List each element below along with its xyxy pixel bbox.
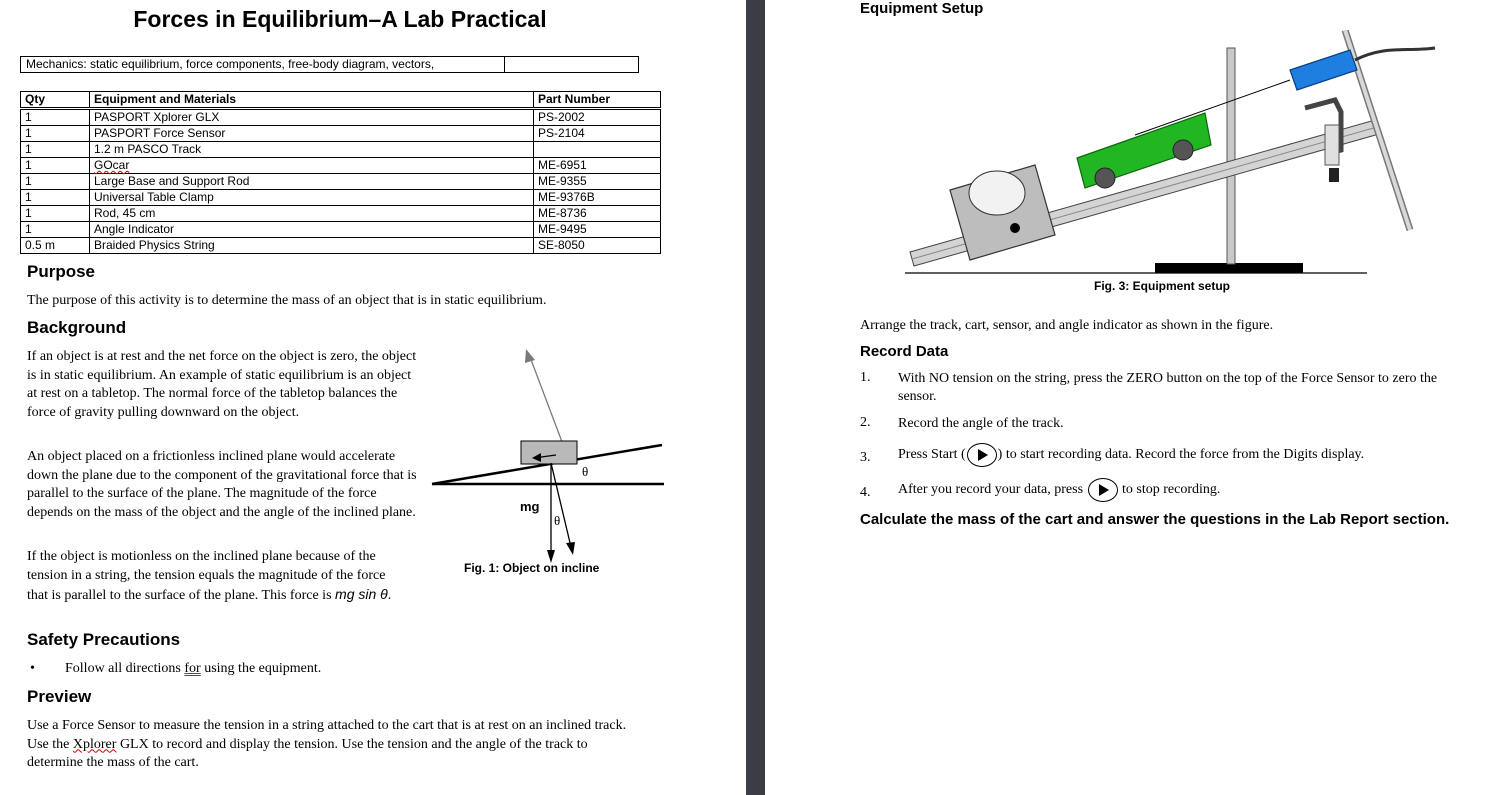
cell-part-number: ME-9355: [534, 174, 661, 190]
cell-part-number: PS-2002: [534, 109, 661, 126]
grammar-flagged-word: for: [184, 661, 201, 676]
cell-part-number: ME-9376B: [534, 190, 661, 206]
sensor-cable: [1355, 48, 1435, 60]
step-4-text: [898, 478, 1478, 502]
theta-label-upper: θ: [582, 464, 589, 479]
perpendicular-line: [551, 463, 571, 547]
preview-heading: Preview: [27, 687, 92, 706]
header-part-number: Part Number: [534, 92, 661, 109]
bullet-icon: •: [30, 661, 35, 676]
cell-equipment: Rod, 45 cm: [90, 206, 534, 222]
perpendicular-arrowhead: [566, 542, 575, 555]
step-3-text-end: ) to start recording data. Record the force from the Digits display.: [997, 447, 1365, 463]
cell-part-number: SE-8050: [534, 238, 661, 254]
cell-qty: 1: [21, 190, 90, 206]
calculate-instruction: Calculate the mass of the cart and answer the questions in the Lab Report section.: [860, 511, 1450, 528]
step-4-text-start: After you record your data, press: [898, 482, 1087, 498]
page-gutter: [746, 0, 765, 795]
mg-label: mg: [520, 499, 540, 514]
cell-equipment: GOcar: [90, 158, 534, 174]
cell-part-number: PS-2104: [534, 126, 661, 142]
preview-text-end: GLX to record and display the tension. Use the tension and the angle of the track to determine the mass of the cart.: [27, 736, 588, 770]
cell-equipment: Braided Physics String: [90, 238, 534, 254]
cell-part-number: ME-6951: [534, 158, 661, 174]
step-3-number: 3.: [860, 450, 871, 465]
step-2-text: Record the angle of the track.: [898, 416, 1064, 431]
cell-equipment: Large Base and Support Rod: [90, 174, 534, 190]
force-sensor: [1290, 50, 1357, 90]
angle-dial: [969, 171, 1025, 215]
cell-equipment: Universal Table Clamp: [90, 190, 534, 206]
background-paragraph-3: [27, 548, 407, 606]
support-rod: [1227, 48, 1235, 264]
safety-item-text: Follow all directions: [65, 661, 185, 676]
cell-qty: 1: [21, 206, 90, 222]
table-header-row: [21, 92, 661, 109]
cell-qty: 1: [21, 126, 90, 142]
background-p3-text: If the object is motionless on the inclined plane because of the tension in a string, the tension equals the magnitude of the force that is parallel to the surface of the plane. This force is: [27, 549, 386, 603]
header-qty: Qty: [21, 92, 90, 109]
header-equipment: Equipment and Materials: [90, 92, 534, 109]
cell-qty: 1: [21, 222, 90, 238]
table-row: [21, 206, 661, 222]
cell-part-number: [534, 142, 661, 158]
cell-equipment: Angle Indicator: [90, 222, 534, 238]
equipment-setup-figure: [895, 30, 1445, 280]
equipment-table: [20, 91, 661, 254]
cell-equipment: 1.2 m PASCO Track: [90, 142, 534, 158]
string: [1135, 80, 1290, 135]
background-paragraph-2: An object placed on a frictionless inclined plane would accelerate down the plane due to the component of the gravitational force that is parallel to the surface of the plane. The magnitude of the force depends on the mass of the object and the angle of the inclined plane.: [27, 449, 417, 520]
cell-qty: 1: [21, 158, 90, 174]
safety-item-text-end: using the equipment.: [200, 661, 322, 676]
table-row: [21, 190, 661, 206]
step-4-text-end: to stop recording.: [1118, 482, 1221, 498]
fig3-caption: Fig. 3: Equipment setup: [1094, 279, 1231, 293]
fig1-caption: Fig. 1: Object on incline: [464, 561, 600, 575]
step-1-number: 1.: [860, 370, 871, 385]
document-title: Forces in Equilibrium–A Lab Practical: [133, 6, 547, 32]
table-row: [21, 142, 661, 158]
step-1-text: With NO tension on the string, press the ZERO button on the top of the Force Sensor to zero the sensor.: [898, 371, 1438, 404]
normal-arrowhead: [525, 349, 535, 363]
step-3-text: [898, 443, 1478, 467]
theta-label-lower: θ: [554, 513, 561, 528]
table-row: [21, 109, 661, 126]
preview-text-start: Use a Force Sensor to measure the tension in a string attached to the cart that is at rest on an inclined track. Use the: [27, 718, 627, 752]
safety-heading: Safety Precautions: [27, 630, 181, 649]
cell-qty: 1: [21, 109, 90, 126]
play-button-icon: [1088, 478, 1118, 502]
cart-wheel-rear: [1095, 168, 1115, 188]
step-4-number: 4.: [860, 485, 871, 500]
block: [521, 441, 577, 464]
table-row: [21, 126, 661, 142]
background-heading: Background: [27, 318, 127, 337]
safety-item: [65, 661, 321, 677]
background-p3-end: .: [387, 588, 392, 603]
step-3-text-start: Press Start (: [898, 447, 966, 463]
background-paragraph-1: If an object is at rest and the net force on the object is zero, the object is in static equilibrium. An example of static equilibrium is an object at rest on a tabletop. The normal force of the tabletop balances the force of gravity pulling downward on the object.: [27, 349, 417, 420]
cell-equipment: PASPORT Xplorer GLX: [90, 109, 534, 126]
cell-qty: 1: [21, 142, 90, 158]
equipment-table-body: [21, 109, 661, 254]
table-row: [21, 158, 661, 174]
table-row: [21, 174, 661, 190]
play-button-icon: [967, 443, 997, 467]
arrange-text: Arrange the track, cart, sensor, and angle indicator as shown in the figure.: [860, 318, 1274, 333]
purpose-text: The purpose of this activity is to determine the mass of an object that is in static equilibrium.: [27, 293, 547, 308]
cell-qty: 0.5 m: [21, 238, 90, 254]
cell-part-number: ME-9495: [534, 222, 661, 238]
equipment-setup-heading: Equipment Setup: [860, 0, 984, 17]
preview-text: [27, 717, 637, 773]
formula-mg-sin-theta: mg sin θ: [335, 586, 388, 602]
clamp-screw: [1325, 125, 1339, 165]
angle-pivot: [1010, 223, 1020, 233]
table-row: [21, 238, 661, 254]
cell-equipment: PASPORT Force Sensor: [90, 126, 534, 142]
spelling-flagged-word: Xplorer: [72, 736, 117, 752]
cell-part-number: ME-8736: [534, 206, 661, 222]
cart-wheel-front: [1173, 140, 1193, 160]
topics-box: [20, 56, 639, 73]
clamp-knob: [1329, 168, 1339, 182]
record-data-heading: Record Data: [860, 343, 949, 360]
incline-diagram: [420, 345, 680, 585]
table-row: [21, 222, 661, 238]
cell-qty: 1: [21, 174, 90, 190]
step-2-number: 2.: [860, 415, 871, 430]
topics-text: Mechanics: static equilibrium, force components, free-body diagram, vectors,: [21, 57, 505, 72]
purpose-heading: Purpose: [27, 262, 96, 281]
